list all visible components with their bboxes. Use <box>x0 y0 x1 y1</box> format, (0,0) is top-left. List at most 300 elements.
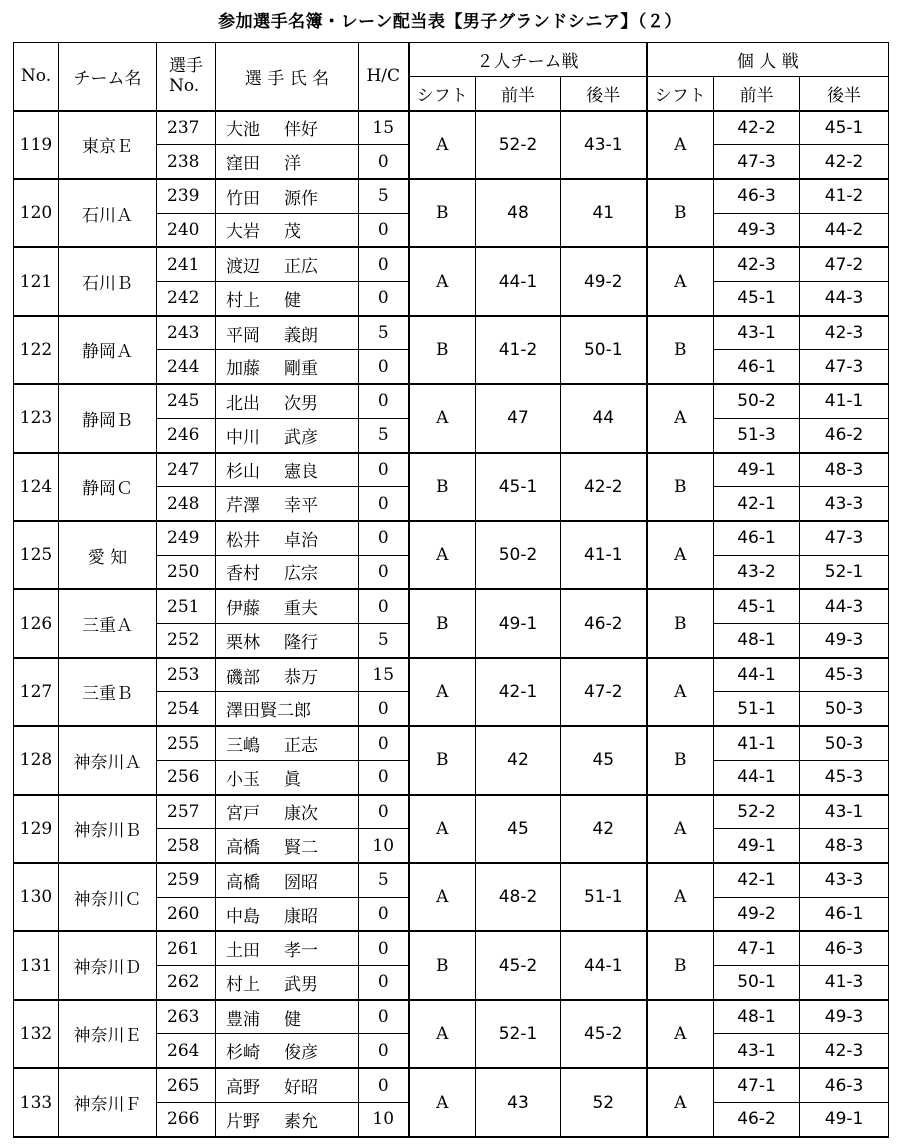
singles-first-half-lane: 44-1 <box>714 760 800 794</box>
player-surname: 三嶋 <box>226 736 260 756</box>
singles-first-half-lane: 46-1 <box>714 350 800 384</box>
player-given-name: 康次 <box>284 804 318 825</box>
table-row <box>14 589 889 623</box>
handicap: 0 <box>359 384 409 418</box>
handicap: 0 <box>359 247 409 281</box>
doubles-shift: A <box>409 863 476 931</box>
team-number: 121 <box>14 247 59 315</box>
singles-first-half-lane: 43-2 <box>714 555 800 589</box>
player-given-name: 重夫 <box>284 599 318 620</box>
player-number: 262 <box>157 966 216 1000</box>
player-given-name: 健 <box>284 1009 301 1030</box>
handicap: 5 <box>359 179 409 213</box>
handicap: 5 <box>359 863 409 897</box>
team-name: 神奈川Ａ <box>59 726 157 794</box>
player-number: 248 <box>157 487 216 521</box>
player-given-name: 洋 <box>284 154 301 175</box>
table-row <box>14 111 889 145</box>
player-surname: 中川 <box>226 427 260 448</box>
doubles-shift: B <box>409 589 476 657</box>
singles-second-half-lane: 46-3 <box>800 1068 889 1102</box>
singles-shift: A <box>647 384 714 452</box>
player-surname: 土田 <box>226 941 260 962</box>
handicap: 0 <box>359 897 409 931</box>
singles-first-half-lane: 48-1 <box>714 624 800 658</box>
doubles-shift: A <box>409 1000 476 1068</box>
doubles-second-half-lane: 41-1 <box>561 521 647 589</box>
header-singles: 個 人 戦 <box>647 43 889 77</box>
player-name <box>216 384 359 418</box>
table-row <box>14 384 889 418</box>
doubles-first-half-lane: 44-1 <box>476 247 561 315</box>
doubles-first-half-lane: 48 <box>476 179 561 247</box>
doubles-first-half-lane: 52-1 <box>476 1000 561 1068</box>
player-given-name: 武彦 <box>284 427 318 448</box>
singles-second-half-lane: 46-2 <box>800 418 889 452</box>
handicap: 0 <box>359 350 409 384</box>
singles-first-half-lane: 42-3 <box>714 247 800 281</box>
team-name: 三重Ａ <box>59 589 157 657</box>
header-singles-first-half: 前半 <box>714 77 800 111</box>
player-given-name: 素允 <box>284 1111 318 1132</box>
singles-first-half-lane: 47-1 <box>714 1068 800 1102</box>
player-name <box>216 760 359 794</box>
doubles-second-half-lane: 42 <box>561 795 647 863</box>
team-number: 129 <box>14 795 59 863</box>
player-number: 244 <box>157 350 216 384</box>
team-number: 123 <box>14 384 59 452</box>
team-name: 愛 知 <box>59 521 157 589</box>
header-team: チーム名 <box>59 43 157 111</box>
player-surname: 平岡 <box>226 325 260 346</box>
player-given-name: 次男 <box>284 393 318 414</box>
singles-first-half-lane: 43-1 <box>714 1034 800 1068</box>
player-name <box>216 521 359 555</box>
player-number: 265 <box>157 1068 216 1102</box>
header-doubles-second-half: 後半 <box>561 77 647 111</box>
player-name <box>216 589 359 623</box>
doubles-first-half-lane: 42 <box>476 726 561 794</box>
player-surname: 窪田 <box>226 154 260 175</box>
singles-second-half-lane: 41-2 <box>800 179 889 213</box>
team-name: 静岡Ｃ <box>59 453 157 521</box>
player-surname: 芹澤 <box>226 496 260 517</box>
document-title: 参加選手名簿・レーン配当表【男子グランドシニア】（２） <box>218 12 682 32</box>
doubles-first-half-lane: 48-2 <box>476 863 561 931</box>
player-given-name: 広宗 <box>284 564 318 585</box>
header-player-no <box>157 43 216 111</box>
player-name <box>216 795 359 829</box>
header-doubles-shift: シフト <box>409 77 476 111</box>
player-given-name: 賢二 <box>284 838 318 859</box>
table-row <box>14 521 889 555</box>
singles-first-half-lane: 43-1 <box>714 316 800 350</box>
handicap: 0 <box>359 282 409 316</box>
player-given-name: 隆行 <box>284 632 318 653</box>
singles-second-half-lane: 44-2 <box>800 213 889 247</box>
player-given-name: 正志 <box>284 736 318 756</box>
player-given-name: 伴好 <box>284 120 318 141</box>
player-number: 240 <box>157 213 216 247</box>
singles-shift: A <box>647 1068 714 1137</box>
player-name <box>216 555 359 589</box>
player-surname: 渡辺 <box>226 257 260 278</box>
player-given-name: 卓治 <box>284 530 318 551</box>
doubles-second-half-lane: 47-2 <box>561 658 647 726</box>
team-number: 120 <box>14 179 59 247</box>
team-name: 神奈川Ｅ <box>59 1000 157 1068</box>
singles-second-half-lane: 47-2 <box>800 247 889 281</box>
doubles-shift: A <box>409 1068 476 1137</box>
team-number: 131 <box>14 931 59 999</box>
handicap: 0 <box>359 589 409 623</box>
doubles-second-half-lane: 44-1 <box>561 931 647 999</box>
player-given-name: 好昭 <box>284 1078 318 1099</box>
player-number: 241 <box>157 247 216 281</box>
player-name <box>216 179 359 213</box>
player-name <box>216 316 359 350</box>
singles-second-half-lane: 48-3 <box>800 453 889 487</box>
team-number: 130 <box>14 863 59 931</box>
singles-first-half-lane: 46-2 <box>714 1102 800 1137</box>
table-row <box>14 863 889 897</box>
player-surname: 大岩 <box>226 222 260 243</box>
player-surname: 大池 <box>226 120 260 141</box>
singles-shift: A <box>647 521 714 589</box>
roster-table <box>13 42 889 1138</box>
singles-first-half-lane: 52-2 <box>714 795 800 829</box>
singles-second-half-lane: 43-3 <box>800 863 889 897</box>
player-number: 237 <box>157 111 216 145</box>
team-number: 119 <box>14 111 59 179</box>
singles-second-half-lane: 49-3 <box>800 624 889 658</box>
singles-second-half-lane: 48-3 <box>800 829 889 863</box>
player-name <box>216 863 359 897</box>
singles-first-half-lane: 42-1 <box>714 863 800 897</box>
team-name: 三重Ｂ <box>59 658 157 726</box>
doubles-shift: B <box>409 316 476 384</box>
table-row <box>14 179 889 213</box>
player-surname: 高橋 <box>226 838 260 859</box>
singles-first-half-lane: 45-1 <box>714 589 800 623</box>
player-surname: 村上 <box>226 290 260 311</box>
doubles-second-half-lane: 50-1 <box>561 316 647 384</box>
player-name <box>216 282 359 316</box>
player-given-name: 幸平 <box>284 496 318 517</box>
doubles-shift: A <box>409 111 476 179</box>
player-surname: 北出 <box>226 393 260 414</box>
team-name: 東京Ｅ <box>59 111 157 179</box>
team-name: 神奈川Ｆ <box>59 1068 157 1137</box>
handicap: 0 <box>359 487 409 521</box>
doubles-second-half-lane: 45 <box>561 726 647 794</box>
doubles-second-half-lane: 45-2 <box>561 1000 647 1068</box>
player-number: 242 <box>157 282 216 316</box>
team-name: 石川Ａ <box>59 179 157 247</box>
player-number: 257 <box>157 795 216 829</box>
doubles-first-half-lane: 47 <box>476 384 561 452</box>
handicap: 0 <box>359 1000 409 1034</box>
table-row <box>14 316 889 350</box>
player-given-name: 健 <box>284 290 301 311</box>
doubles-first-half-lane: 45-2 <box>476 931 561 999</box>
doubles-second-half-lane: 44 <box>561 384 647 452</box>
player-surname: 高野 <box>226 1078 260 1099</box>
handicap: 0 <box>359 555 409 589</box>
player-given-name: 孝一 <box>284 941 318 962</box>
player-name <box>216 1000 359 1034</box>
singles-shift: B <box>647 179 714 247</box>
singles-shift: A <box>647 247 714 315</box>
singles-second-half-lane: 45-3 <box>800 658 889 692</box>
singles-second-half-lane: 42-3 <box>800 316 889 350</box>
doubles-first-half-lane: 45 <box>476 795 561 863</box>
player-surname: 小玉 <box>226 769 260 790</box>
singles-first-half-lane: 41-1 <box>714 726 800 760</box>
player-surname: 高橋 <box>226 872 260 893</box>
singles-shift: A <box>647 1000 714 1068</box>
singles-first-half-lane: 51-1 <box>714 692 800 726</box>
player-number: 258 <box>157 829 216 863</box>
player-surname: 伊藤 <box>226 599 260 620</box>
player-number: 251 <box>157 589 216 623</box>
player-surname: 栗林 <box>226 632 260 653</box>
header-player-no-line2: No. <box>169 76 200 97</box>
player-surname: 村上 <box>226 974 260 995</box>
handicap: 0 <box>359 692 409 726</box>
player-name <box>216 247 359 281</box>
doubles-shift: B <box>409 453 476 521</box>
player-surname: 片野 <box>226 1111 260 1132</box>
doubles-first-half-lane: 52-2 <box>476 111 561 179</box>
singles-second-half-lane: 50-3 <box>800 726 889 760</box>
team-number: 125 <box>14 521 59 589</box>
doubles-second-half-lane: 51-1 <box>561 863 647 931</box>
player-name <box>216 692 359 726</box>
singles-shift: A <box>647 658 714 726</box>
player-number: 255 <box>157 726 216 760</box>
handicap: 0 <box>359 931 409 965</box>
doubles-shift: B <box>409 726 476 794</box>
singles-second-half-lane: 44-3 <box>800 589 889 623</box>
player-given-name: 義朗 <box>284 325 318 346</box>
singles-first-half-lane: 50-1 <box>714 966 800 1000</box>
player-given-name: 憲良 <box>284 462 318 483</box>
team-number: 133 <box>14 1068 59 1137</box>
player-given-name: 茂 <box>284 222 301 243</box>
header-doubles-first-half: 前半 <box>476 77 561 111</box>
handicap: 0 <box>359 726 409 760</box>
header-player-name: 選 手 氏 名 <box>216 43 359 111</box>
handicap: 5 <box>359 624 409 658</box>
player-number: 246 <box>157 418 216 452</box>
singles-first-half-lane: 49-2 <box>714 897 800 931</box>
player-name <box>216 453 359 487</box>
doubles-first-half-lane: 42-1 <box>476 658 561 726</box>
singles-shift: B <box>647 453 714 521</box>
player-name <box>216 931 359 965</box>
player-name <box>216 145 359 179</box>
team-number: 122 <box>14 316 59 384</box>
player-given-name: 武男 <box>284 974 318 995</box>
player-number: 263 <box>157 1000 216 1034</box>
singles-first-half-lane: 45-1 <box>714 282 800 316</box>
player-surname: 竹田 <box>226 188 260 209</box>
player-number: 256 <box>157 760 216 794</box>
header-player-no-line1: 選手 <box>169 56 203 77</box>
player-surname: 杉山 <box>226 462 260 483</box>
singles-second-half-lane: 42-2 <box>800 145 889 179</box>
singles-first-half-lane: 48-1 <box>714 1000 800 1034</box>
handicap: 5 <box>359 418 409 452</box>
handicap: 0 <box>359 966 409 1000</box>
table-row <box>14 795 889 829</box>
player-name <box>216 966 359 1000</box>
table-row <box>14 931 889 965</box>
player-name <box>216 624 359 658</box>
doubles-first-half-lane: 50-2 <box>476 521 561 589</box>
singles-second-half-lane: 49-3 <box>800 1000 889 1034</box>
header-no: No. <box>14 43 59 111</box>
team-number: 127 <box>14 658 59 726</box>
doubles-second-half-lane: 43-1 <box>561 111 647 179</box>
team-number: 126 <box>14 589 59 657</box>
handicap: 0 <box>359 1034 409 1068</box>
header-singles-shift: シフト <box>647 77 714 111</box>
team-name: 神奈川Ｃ <box>59 863 157 931</box>
player-surname: 豊浦 <box>226 1009 260 1030</box>
doubles-second-half-lane: 49-2 <box>561 247 647 315</box>
player-name <box>216 897 359 931</box>
player-name <box>216 1102 359 1137</box>
doubles-first-half-lane: 43 <box>476 1068 561 1137</box>
handicap: 0 <box>359 1068 409 1102</box>
player-number: 250 <box>157 555 216 589</box>
player-number: 264 <box>157 1034 216 1068</box>
singles-second-half-lane: 44-3 <box>800 282 889 316</box>
handicap: 10 <box>359 829 409 863</box>
doubles-shift: B <box>409 931 476 999</box>
singles-shift: B <box>647 589 714 657</box>
player-given-name: 源作 <box>284 188 318 209</box>
player-number: 243 <box>157 316 216 350</box>
doubles-second-half-lane: 42-2 <box>561 453 647 521</box>
player-name <box>216 1034 359 1068</box>
singles-second-half-lane: 49-1 <box>800 1102 889 1137</box>
singles-first-half-lane: 46-1 <box>714 521 800 555</box>
singles-shift: B <box>647 931 714 999</box>
singles-first-half-lane: 49-3 <box>714 213 800 247</box>
singles-first-half-lane: 51-3 <box>714 418 800 452</box>
singles-second-half-lane: 45-3 <box>800 760 889 794</box>
player-surname: 澤田賢二郎 <box>226 701 311 722</box>
singles-second-half-lane: 47-3 <box>800 521 889 555</box>
player-name <box>216 829 359 863</box>
singles-second-half-lane: 46-3 <box>800 931 889 965</box>
handicap: 15 <box>359 658 409 692</box>
header-doubles: ２人チーム戦 <box>409 43 647 77</box>
header-hc: H/C <box>359 43 409 111</box>
team-name: 石川Ｂ <box>59 247 157 315</box>
table-row <box>14 453 889 487</box>
doubles-shift: A <box>409 384 476 452</box>
singles-first-half-lane: 44-1 <box>714 658 800 692</box>
handicap: 0 <box>359 453 409 487</box>
singles-second-half-lane: 46-1 <box>800 897 889 931</box>
doubles-second-half-lane: 52 <box>561 1068 647 1137</box>
singles-first-half-lane: 42-1 <box>714 487 800 521</box>
handicap: 0 <box>359 213 409 247</box>
singles-first-half-lane: 47-1 <box>714 931 800 965</box>
player-name <box>216 213 359 247</box>
table-row <box>14 1068 889 1102</box>
singles-first-half-lane: 49-1 <box>714 453 800 487</box>
singles-second-half-lane: 41-1 <box>800 384 889 418</box>
singles-shift: B <box>647 316 714 384</box>
table-row <box>14 1000 889 1034</box>
handicap: 15 <box>359 111 409 145</box>
player-surname: 松井 <box>226 530 260 551</box>
singles-second-half-lane: 45-1 <box>800 111 889 145</box>
handicap: 10 <box>359 1102 409 1137</box>
singles-first-half-lane: 50-2 <box>714 384 800 418</box>
player-name <box>216 418 359 452</box>
team-name: 神奈川Ｄ <box>59 931 157 999</box>
player-name <box>216 726 359 760</box>
table-row <box>14 658 889 692</box>
singles-first-half-lane: 42-2 <box>714 111 800 145</box>
player-name <box>216 350 359 384</box>
player-number: 238 <box>157 145 216 179</box>
player-surname: 磯部 <box>226 667 260 688</box>
handicap: 0 <box>359 521 409 555</box>
player-name <box>216 487 359 521</box>
player-number: 260 <box>157 897 216 931</box>
player-surname: 香村 <box>226 564 260 585</box>
player-number: 253 <box>157 658 216 692</box>
team-number: 124 <box>14 453 59 521</box>
roster-body <box>14 111 889 1138</box>
singles-first-half-lane: 47-3 <box>714 145 800 179</box>
player-number: 259 <box>157 863 216 897</box>
handicap: 0 <box>359 795 409 829</box>
singles-shift: A <box>647 795 714 863</box>
doubles-second-half-lane: 46-2 <box>561 589 647 657</box>
doubles-shift: A <box>409 247 476 315</box>
team-number: 128 <box>14 726 59 794</box>
player-name <box>216 1068 359 1102</box>
player-given-name: 剛重 <box>284 359 318 380</box>
handicap: 0 <box>359 760 409 794</box>
player-surname: 中島 <box>226 906 260 927</box>
player-given-name: 康昭 <box>284 906 318 927</box>
handicap: 0 <box>359 145 409 179</box>
player-given-name: 俊彦 <box>284 1043 318 1064</box>
team-number: 132 <box>14 1000 59 1068</box>
doubles-shift: A <box>409 795 476 863</box>
player-name <box>216 658 359 692</box>
singles-second-half-lane: 43-3 <box>800 487 889 521</box>
doubles-first-half-lane: 41-2 <box>476 316 561 384</box>
singles-shift: A <box>647 111 714 179</box>
singles-second-half-lane: 43-1 <box>800 795 889 829</box>
player-number: 239 <box>157 179 216 213</box>
header-singles-second-half: 後半 <box>800 77 889 111</box>
singles-second-half-lane: 50-3 <box>800 692 889 726</box>
singles-second-half-lane: 42-3 <box>800 1034 889 1068</box>
singles-first-half-lane: 46-3 <box>714 179 800 213</box>
singles-first-half-lane: 49-1 <box>714 829 800 863</box>
